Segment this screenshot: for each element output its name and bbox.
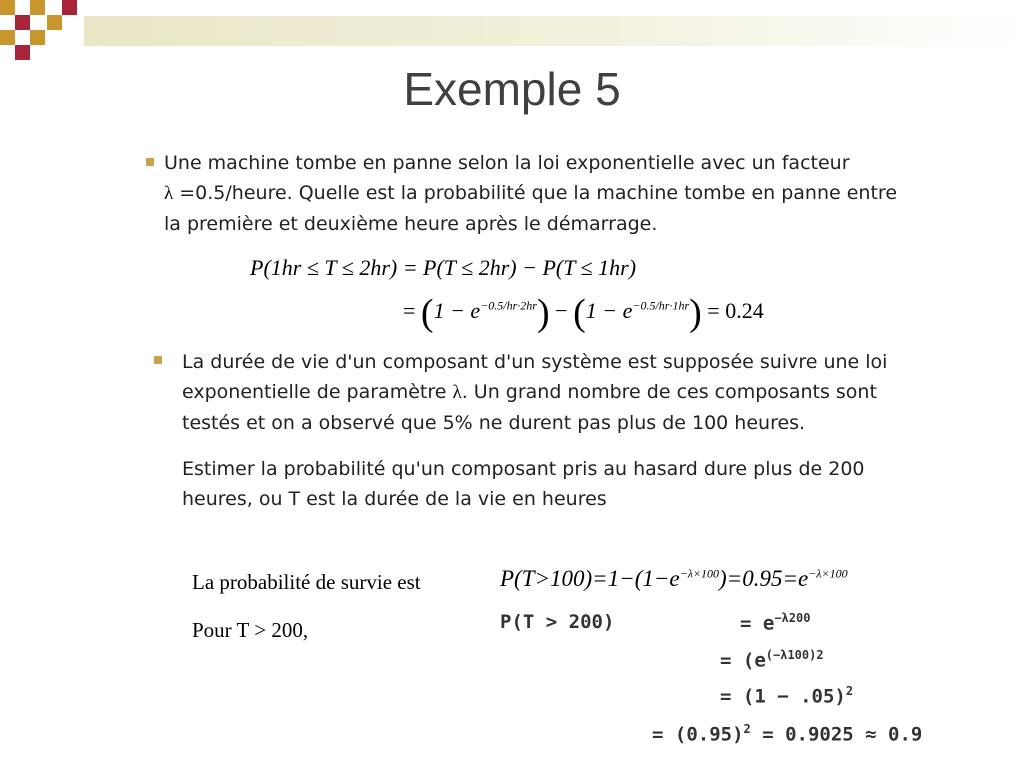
header-gradient-bar [84,16,1024,46]
lambda-symbol: λ [452,382,462,403]
lambda-symbol: λ [164,183,174,204]
header-square [62,0,77,15]
bullet-2-line-3: testés et on a observé que 5% ne durent pas plus de 100 heures. [182,412,806,434]
bullet-2-text [182,347,1002,514]
solution-line-3: = $(1 - .05)^2$ [720,684,854,708]
bullet-marker [154,356,162,364]
bullet-marker [146,158,154,166]
header-square [15,15,30,30]
survival-equation: $P(T>100)=1-(1-e^{-\lambda\times 100})=0.95=e^{-\lambda\times 100}$ [500,566,848,591]
solution-line-1-left: P(T > 200) [500,611,615,633]
formula-1-line-1: P(1hr ≤ T ≤ 2hr) = P(T ≤ 2hr) − P(T ≤ 1hr) [250,255,637,280]
header-square [30,0,45,15]
bullet-2-line-1: La durée de vie d'un composant d'un système est supposée suivre une loi [182,351,888,373]
bullet-2-line-2: exponentielle de paramètre λ. Un grand nombre de ces composants sont [182,381,877,403]
header-square [15,45,30,60]
bullet-2-para-2-line-1: Estimer la probabilité qu'un composant pris au hasard dure plus de 200 [182,458,865,480]
bullet-1-line-2: λ =0.5/heure. Quelle est la probabilité que la machine tombe en panne entre [164,182,898,204]
bullet-1-line-3: la première et deuxième heure après le démarrage. [164,213,658,235]
survival-label: La probabilité de survie est [192,570,421,594]
pour-label: Pour T > 200, [192,618,309,642]
formula-1-line-2: = $(1 - e^{-0.5/hr\cdot 2hr}) - (1 - e^{-0.5/hr\cdot 1hr}) = 0.24$ [403,291,764,334]
slide-title: Exemple 5 [403,63,621,115]
header-square [47,15,62,30]
bullet-1-text [164,148,994,239]
solution-line-4: = $(0.95)^2 = 0.9025 \approx 0.9$ [652,722,923,746]
solution-line-1-right: = $e^{-\lambda 200}$ [740,611,811,635]
solution-line-2: = ($e^{(-\lambda 100)2}$ [720,648,824,672]
bullet-2-para-2-line-2: heures, ou T est la durée de la vie en heures [182,488,607,510]
bullet-1-line-1: Une machine tombe en panne selon la loi exponentielle avec un facteur [164,152,850,174]
header-square [0,30,15,45]
header-square [0,0,15,15]
header-square [30,30,45,45]
